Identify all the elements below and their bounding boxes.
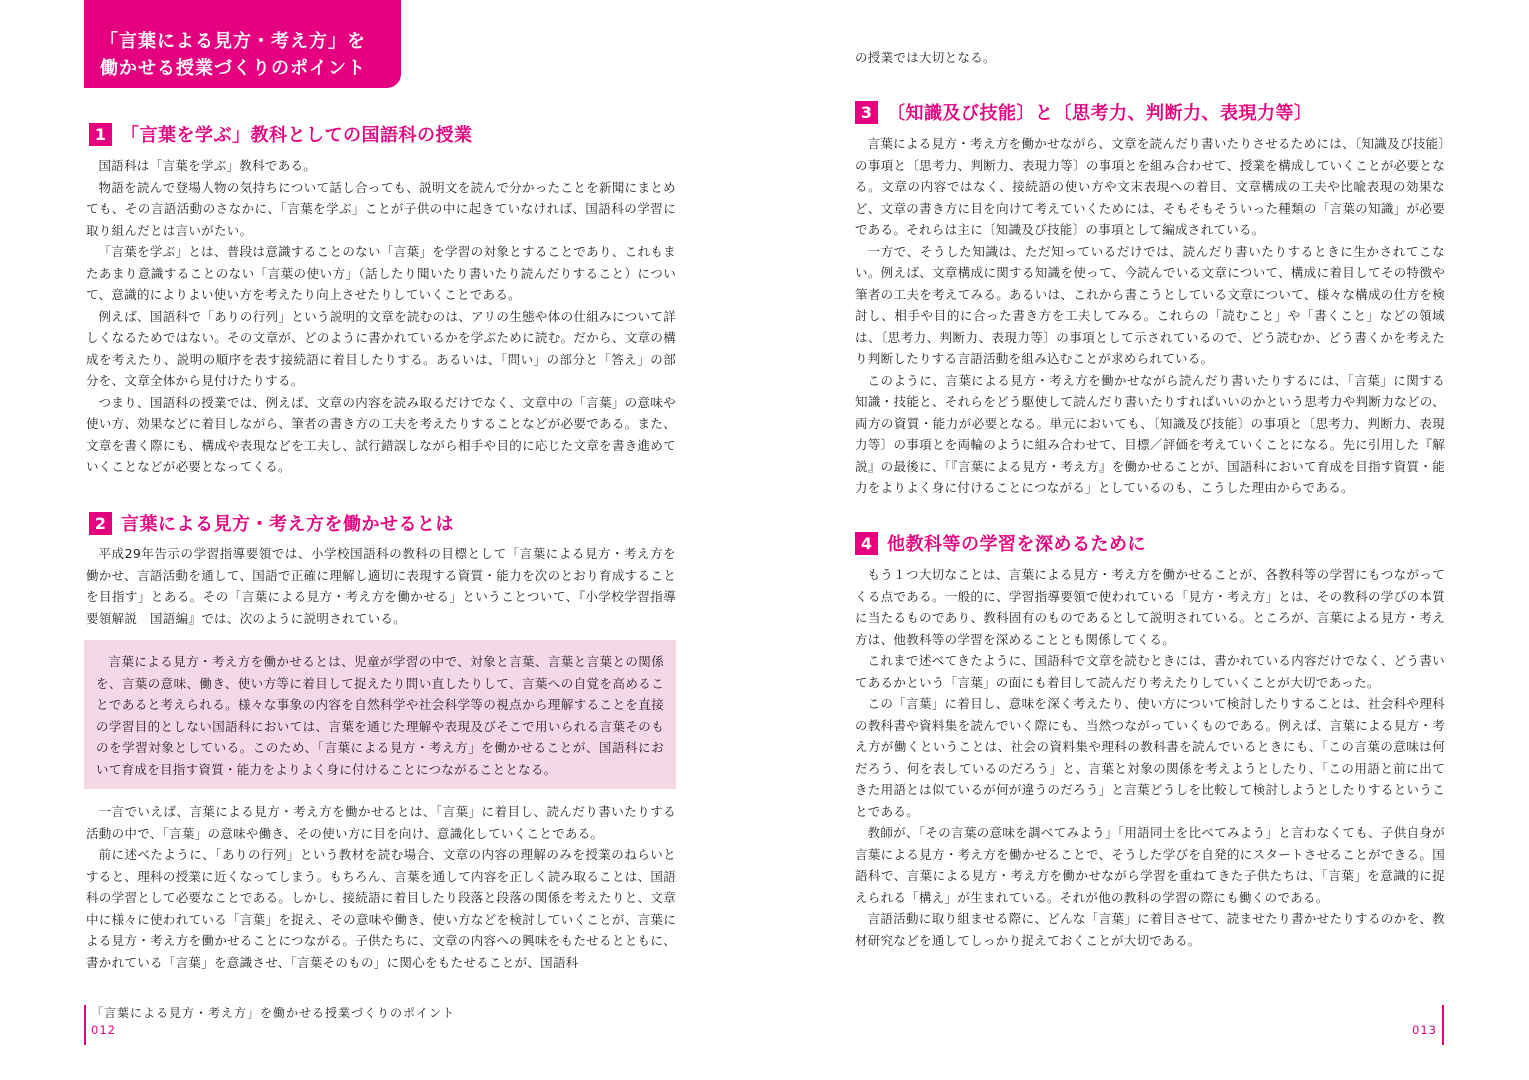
paragraph: 一方で、そうした知識は、ただ知っているだけでは、読んだり書いたりするときに生かされてこない。例えば、文章構成に関する知識を使って、今読んでいる文章について、構成に着目してその特徴や筆者の工夫を考えてみる。あるいは、これから書こうとしている文章について、様々な構成の仕方を検討し、相手や目的に合った書き方を工夫してみる。これらの「読むこと」や「書くこと」などの領域は、〔思考力、判断力、表現力等〕の事項として示されているので、どう読むか、どう書くかを考えたり判断したりする言語活動を組み込むことが求められている。: [855, 243, 1445, 366]
paragraph: 物語を読んで登場人物の気持ちについて話し合っても、説明文を読んで分かったことを新聞にまとめても、その言語活動のさなかに、「言葉を学ぶ」ことが子供の中に起きていなければ、国語科の学習に取り組んだとは言いがたい。: [86, 179, 676, 238]
section-1-body: [86, 155, 676, 478]
section-3-heading: [855, 99, 1313, 125]
paragraph: 一言でいえば、言葉による見方・考え方を働かせるとは、「言葉」に着目し、読んだり書いたりする活動の中で、「言葉」の意味や働き、その使い方に目を向け、意識化していくことである。: [86, 804, 676, 841]
paragraph: これまで述べてきたように、国語科で文章を読むときには、書かれている内容だけでなく、どう書いてあるかという「言葉」の面にも着目して読んだり考えたりしていくことが大切であった。: [855, 653, 1445, 690]
section-title: 〔知識及び技能〕と〔思考力、判断力、表現力等〕: [887, 103, 1313, 124]
paragraph: 国語科は「言葉を学ぶ」教科である。: [98, 158, 317, 173]
section-number: 1: [89, 123, 112, 146]
section-2-heading: [89, 510, 454, 536]
paragraph: 教師が、「その言葉の意味を調べてみよう」「用語同士を比べてみよう」と言わなくても、子供自身が言葉による見方・考え方を働かせることで、そうした学びを自発的にスタートさせることができる。国語科で、言葉による見方・考え方を働かせながら学習を重ねてきた子供たちは、「言葉」を意識的に捉えられる「構え」が生まれている。それが他の教科の学習の際にも働くのである。: [855, 825, 1445, 905]
section-4-heading: [855, 530, 1146, 556]
section-3-body: [855, 133, 1445, 499]
paragraph: 言葉による見方・考え方を働かせながら、文章を読んだり書いたりさせるためには、〔知識及び技能〕の事項と〔思考力、判断力、表現力等〕の事項とを組み合わせて、授業を構成していくことが必要となる。文章の内容ではなく、接続語の使い方や文末表現への着目、文章構成の工夫や比喩表現の効果など、文章の書き方に目を向けて考えていくためには、そもそもそういった種類の「言葉の知識」が必要である。それらは主に〔知識及び技能〕の事項として編成されている。: [855, 136, 1445, 237]
paragraph: もう１つ大切なことは、言葉による見方・考え方を働かせることが、各教科等の学習にもつながってくる点である。一般的に、学習指導要領で使われている「見方・考え方」とは、その教科の学びの本質に当たるものであり、教科固有のものであるとして説明されている。ところが、言葉による見方・考え方は、他教科等の学習を深めることとも関係してくる。: [855, 567, 1445, 647]
page-number-left: 012: [91, 1023, 116, 1037]
section-title: 「言葉を学ぶ」教科としての国語科の授業: [121, 125, 473, 146]
banner-line-1: 「言葉による見方・考え方」を: [100, 31, 366, 52]
section-title: 他教科等の学習を深めるために: [887, 534, 1146, 555]
paragraph: この「言葉」に着目し、意味を深く考えたり、使い方について検討したりすることは、社会科や理科の教科書や資料集を読んでいく際にも、当然つながっていくものである。例えば、言葉による見方・考え方が働くということは、社会の資料集や理科の教科書を読んでいるときにも、「この言葉の意味は何だろう、何を表しているのだろう」と、言葉と対象の関係を考えようとしたり、「この用語と前に出てきた用語とは似ているが何が違うのだろう」と言葉どうしを比較して検討しようとしたりするということである。: [855, 696, 1445, 819]
section-4-body: [855, 564, 1445, 951]
paragraph: 例えば、国語科で「ありの行列」という説明的文章を読むのは、アリの生態や体の仕組みについて詳しくなるためではない。その文章が、どのように書かれているかを学ぶために読む。だから、文章の構成を考えたり、説明の順序を表す接続語に着目したりする。あるいは、「問い」の部分と「答え」の部分を、文章全体から見付けたりする。: [86, 308, 676, 388]
section-title: 言葉による見方・考え方を働かせるとは: [121, 514, 454, 535]
paragraph: 平成29年告示の学習指導要領では、小学校国語科の教科の目標として「言葉による見方・考え方を働かせ、言語活動を通して、国語で正確に理解し適切に表現する資質・能力を次のとおり育成することを目指す」とある。その「言葉による見方・考え方を働かせる」ということついて、『小学校学習指導要領解説 国語編』では、次のように説明されている。: [86, 546, 676, 626]
banner-line-2: 働かせる授業づくりのポイント: [100, 58, 366, 79]
paragraph: 「言葉を学ぶ」とは、普段は意識することのない「言葉」を学習の対象とすることであり、これもまたあまり意識することのない「言葉の使い方」（話したり聞いたり書いたり読んだりすること）について、意識的によりよい使い方を考えたり向上させたりしていくことである。: [86, 244, 676, 302]
paragraph: 言語活動に取り組ませる際に、どんな「言葉」に着目させて、読ませたり書かせたりするのかを、教材研究などを通してしっかり捉えておくことが大切である。: [855, 911, 1445, 948]
quotation-box: [84, 640, 676, 789]
running-title: 「言葉による見方・考え方」を働かせる授業づくりのポイント: [91, 1006, 456, 1020]
footer-left: [84, 1005, 455, 1045]
section-number: 3: [855, 101, 878, 124]
section-number: 4: [855, 532, 878, 555]
paragraph: このように、言葉による見方・考え方を働かせながら読んだり書いたりするには、「言葉」に関する知識・技能と、それらをどう駆使して読んだり書いたりすればいいのかという思考力や判断力などの、両方の資質・能力が必要となる。単元においても、〔知識及び技能〕の事項と〔思考力、判断力、表現力等〕の事項とを両輪のように組み合わせて、目標／評価を考えていくことになる。先に引用した『解説』の最後に、「『言葉による見方・考え方』を働かせることが、国語科において育成を目指す資質・能力をよりよく身に付けることにつながる」としているのも、こうした理由からである。: [855, 372, 1445, 495]
paragraph: 前に述べたように、「ありの行列」という教材を読む場合、文章の内容の理解のみを授業のねらいとすると、理科の授業に近くなってしまう。もちろん、言葉を通して内容を正しく読み取ることは、国語科の学習として必要なことである。しかし、接続語に着目したり段落と段落の関係を考えたりと、文章中に様々に使われている「言葉」を捉え、その意味や働き、使い方などを検討していくことが、言葉による見方・考え方を働かせることにつながる。子供たちに、文章の内容への興味をもたせるとともに、書かれている「言葉」を意識させ、「言葉そのもの」に関心をもたせることが、国語科: [86, 847, 676, 970]
section-number: 2: [89, 512, 112, 535]
chapter-banner: [84, 0, 401, 88]
page-number-right: 013: [1412, 1023, 1437, 1037]
section-1-heading: [89, 121, 473, 147]
footer-right: [1400, 1005, 1444, 1045]
paragraph: つまり、国語科の授業では、例えば、文章の内容を読み取るだけでなく、文章中の「言葉」の意味や使い方、効果などに着目しながら、筆者の書き方の工夫を考えたりすることなどが必要である。また、文章を書く際にも、構成や表現などを工夫し、試行錯誤しながら相手や目的に応じた文章を書き進めていくことなどが必要となってくる。: [86, 394, 676, 474]
continued-text: [855, 47, 1445, 69]
section-2-body: [86, 801, 676, 973]
paragraph: の授業では大切となる。: [855, 50, 996, 65]
section-2-intro: [86, 543, 676, 629]
quotation-text: 言葉による見方・考え方を働かせるとは、児童が学習の中で、対象と言葉、言葉と言葉との関係を、言葉の意味、働き、使い方等に着目して捉えたり問い直したりして、言葉への自覚を高めることであると考えられる。様々な事象の内容を自然科学や社会科学等の視点から理解することを直接の学習目的としない国語科においては、言葉を通じた理解や表現及びそこで用いられる言葉そのものを学習対象としている。このため、「言葉による見方・考え方」を働かせることが、国語科において育成を目指す資質・能力をよりよく身に付けることにつながることとなる。: [96, 654, 664, 777]
